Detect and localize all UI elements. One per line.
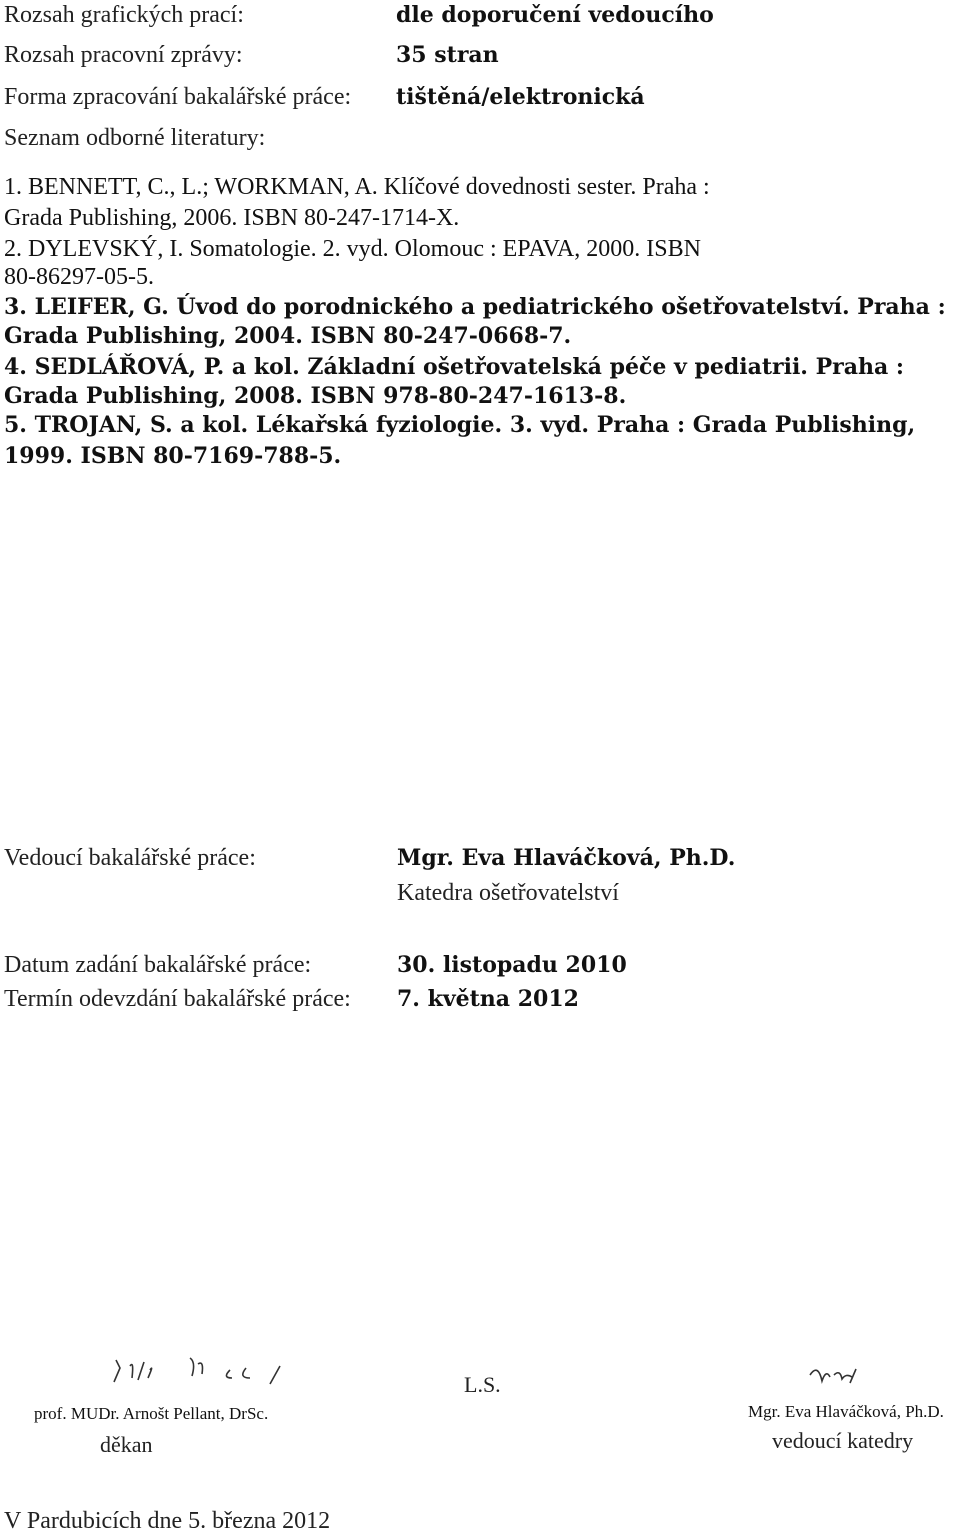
assigned-date-label: Datum zadání bakalářské práce: <box>4 952 312 978</box>
reference-line: 4. SEDLÁŘOVÁ, P. a kol. Základní ošetřovatelská péče v pediatrii. Praha : <box>4 354 905 380</box>
reference-line: 80-86297-05-5. <box>4 264 154 290</box>
dean-name: prof. MUDr. Arnošt Pellant, DrSc. <box>34 1404 269 1423</box>
seal-mark: L.S. <box>464 1372 501 1397</box>
reference-line: 1. BENNETT, C., L.; WORKMAN, A. Klíčové dovednosti sester. Praha : <box>4 174 710 200</box>
supervisor-name: Mgr. Eva Hlaváčková, Ph.D. <box>397 845 736 871</box>
report-scope-value: 35 stran <box>396 42 499 68</box>
report-scope-label: Rozsah pracovní zprávy: <box>4 42 243 68</box>
assigned-date-value: 30. listopadu 2010 <box>397 952 627 978</box>
head-signature <box>800 1355 920 1395</box>
reference-line: Grada Publishing, 2008. ISBN 978-80-247-1613-8. <box>4 383 627 409</box>
reference-line: Grada Publishing, 2006. ISBN 80-247-1714-X. <box>4 205 460 231</box>
head-name: Mgr. Eva Hlaváčková, Ph.D. <box>748 1402 944 1421</box>
graphics-scope-label: Rozsah grafických prací: <box>4 2 244 28</box>
thesis-form-label: Forma zpracování bakalářské práce: <box>4 84 352 110</box>
reference-line: 2. DYLEVSKÝ, I. Somatologie. 2. vyd. Olomouc : EPAVA, 2000. ISBN <box>4 236 701 262</box>
reference-line: 5. TROJAN, S. a kol. Lékařská fyziologie. 3. vyd. Praha : Grada Publishing, <box>4 412 916 438</box>
supervisor-label: Vedoucí bakalářské práce: <box>4 845 256 871</box>
thesis-form-value: tištěná/elektronická <box>396 84 645 110</box>
reference-line: 1999. ISBN 80-7169-788-5. <box>4 443 342 469</box>
reference-line: Grada Publishing, 2004. ISBN 80-247-0668-7. <box>4 323 572 349</box>
graphics-scope-value: dle doporučení vedoucího <box>396 2 714 28</box>
dean-role: děkan <box>100 1432 153 1457</box>
reference-line: 3. LEIFER, G. Úvod do porodnického a pediatrického ošetřovatelství. Praha : <box>4 294 946 320</box>
head-role: vedoucí katedry <box>772 1428 914 1453</box>
place-date: V Pardubicích dne 5. března 2012 <box>4 1508 331 1534</box>
dean-signature <box>110 1348 310 1398</box>
literature-label: Seznam odborné literatury: <box>4 125 266 151</box>
due-date-label: Termín odevzdání bakalářské práce: <box>4 986 351 1012</box>
due-date-value: 7. května 2012 <box>397 986 579 1012</box>
supervisor-department: Katedra ošetřovatelství <box>397 880 619 906</box>
